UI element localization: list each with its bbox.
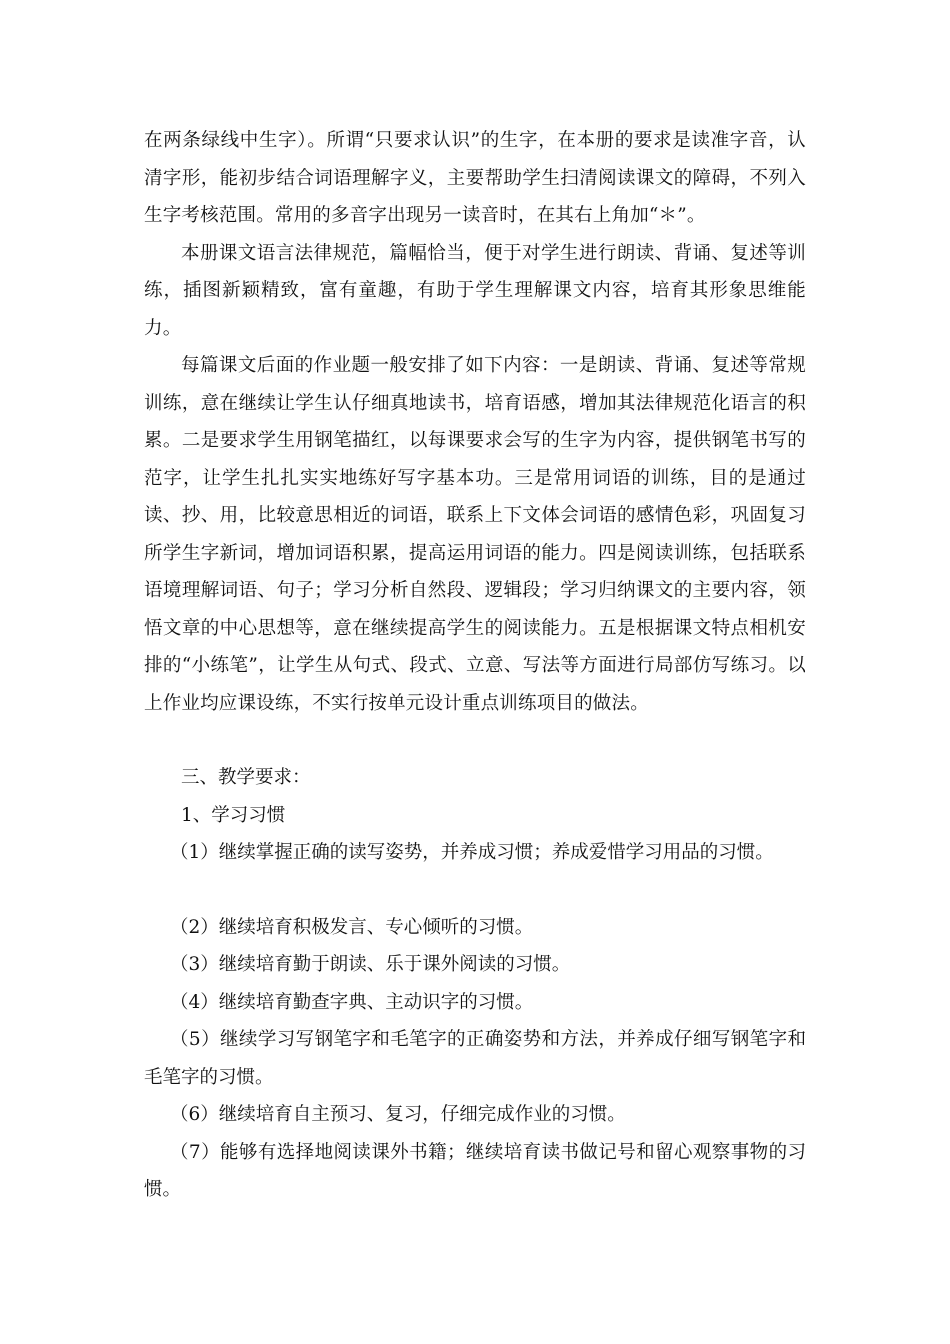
document-body — [144, 122, 806, 1209]
list-item: （7）能够有选择地阅读课外书籍；继续培育读书做记号和留心观察事物的习惯。 — [144, 1141, 806, 1200]
list-item: （5）继续学习写钢笔字和毛笔字的正确姿势和方法，并养成仔细写钢笔字和毛笔字的习惯。 — [144, 1029, 806, 1088]
list-item: （4）继续培育勤查字典、主动识字的习惯。 — [170, 991, 534, 1013]
paragraph-continuation: 在两条绿线中生字）。所谓“只要求认识”的生字，在本册的要求是读准字音，认清字形，能初步结合词语理解字义，主要帮助学生扫清阅读课文的障碍，不列入生字考核范围。常用的多音字出现另一读音时，在其右上角加“＊”。 — [144, 130, 806, 226]
list-item: （6）继续培育自主预习、复习，仔细完成作业的习惯。 — [170, 1104, 626, 1125]
sub-heading-study-habits: 1、学习习惯 — [181, 804, 286, 826]
list-item: （3）继续培育勤于朗读、乐于课外阅读的习惯。 — [170, 954, 571, 975]
paragraph-homework: 每篇课文后面的作业题一般安排了如下内容：一是朗读、背诵、复述等常规训练，意在继续让学生认仔细真地读书，培育语感，增加其法律规范化语言的积累。二是要求学生用钢笔描红，以每课要求会写的生字为内容，提供钢笔书写的范字，让学生扎扎实实地练好写字基本功。三是常用词语的训练，目的是通过读、抄、用，比较意思相近的词语，联系上下文体会词语的感情色彩，巩固复习所学生字新词，增加词语积累，提高运用词语的能力。四是阅读训练，包括联系语境理解词语、句子；学习分析自然段、逻辑段；学习归纳课文的主要内容，领悟文章的中心思想等，意在继续提高学生的阅读能力。五是根据课文特点相机安排的“小练笔”，让学生从句式、段式、立意、写法等方面进行局部仿写练习。以上作业均应课设练，不实行按单元设计重点训练项目的做法。 — [144, 355, 806, 714]
list-item: （1）继续掌握正确的读写姿势，并养成习惯；养成爱惜学习用品的习惯。 — [170, 842, 774, 863]
paragraph-language-style: 本册课文语言法律规范，篇幅恰当，便于对学生进行朗读、背诵、复述等训练，插图新颖精致，富有童趣，有助于学生理解课文内容，培育其形象思维能力。 — [144, 242, 806, 339]
section-heading-teaching-requirements: 三、教学要求： — [181, 767, 311, 788]
list-item: （2）继续培育积极发言、专心倾听的习惯。 — [170, 916, 534, 938]
